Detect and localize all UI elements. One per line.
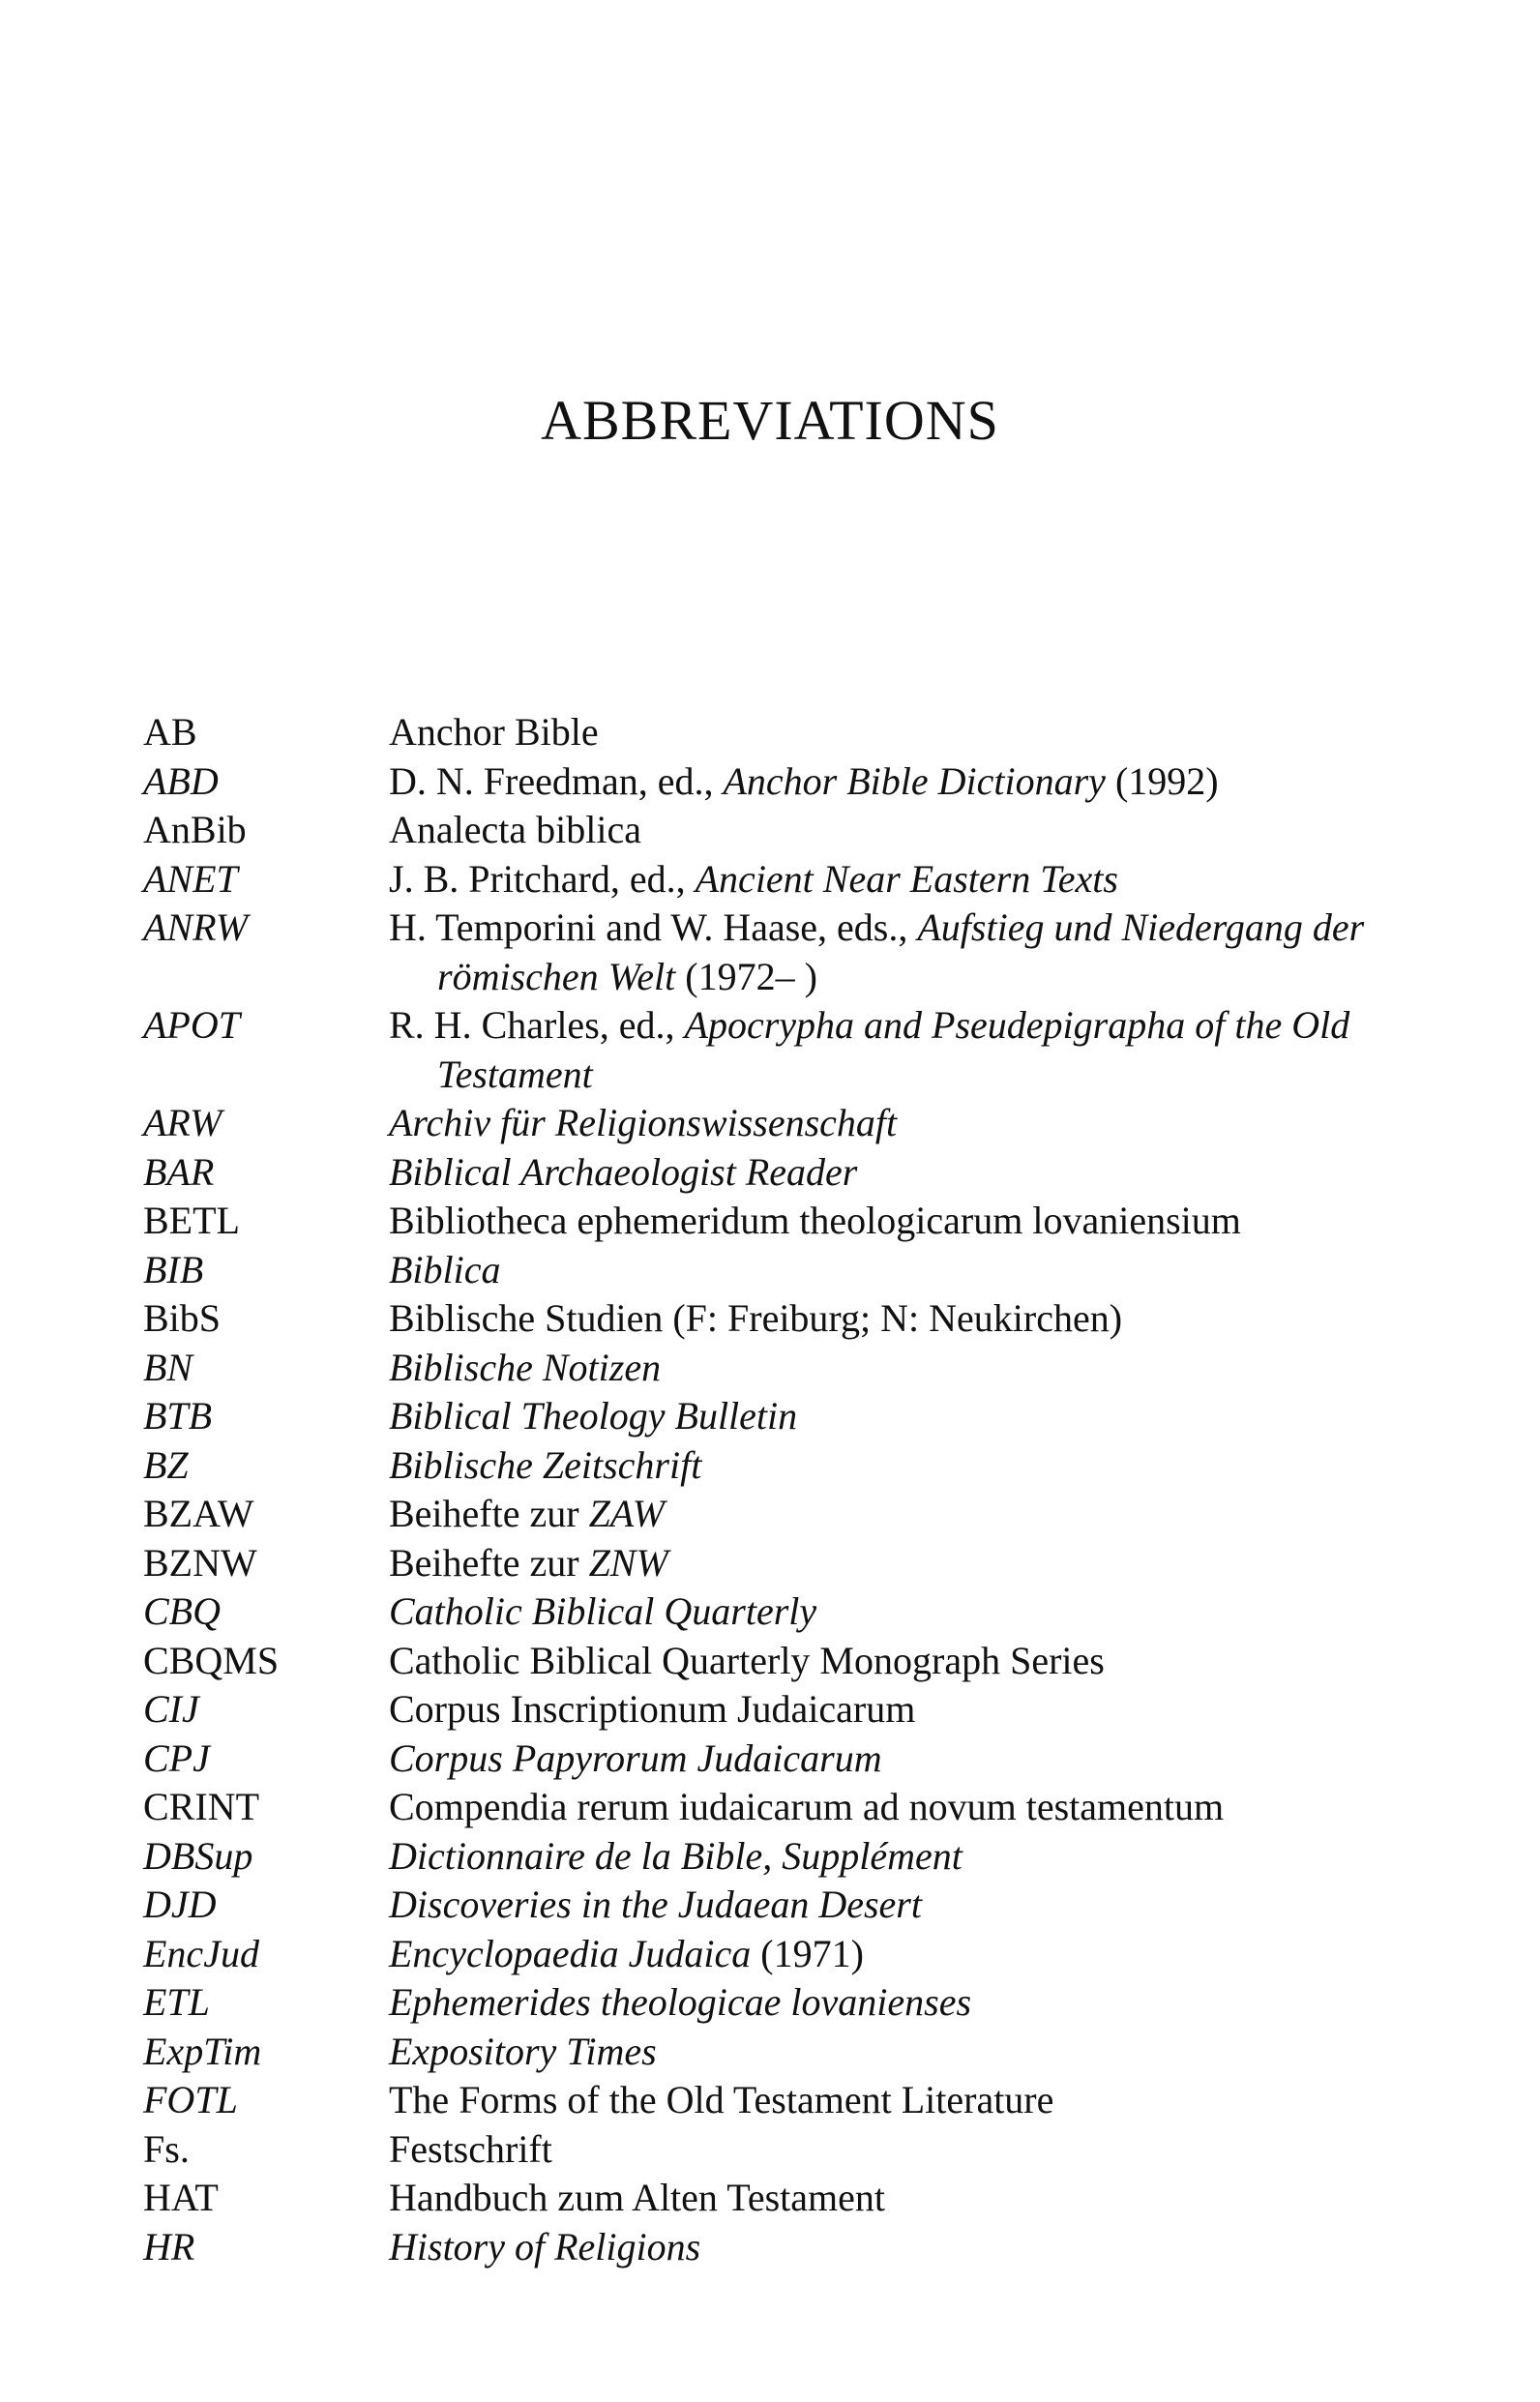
abbreviation-term: HAT — [143, 2176, 219, 2219]
abbreviation-definition — [389, 1246, 1430, 1295]
definition-segment: Aufstieg und Niedergang der römischen Welt — [437, 905, 1365, 998]
definition-segment: Corpus Papyrorum Judaicarum — [389, 1735, 882, 1780]
abbreviation-term: ABD — [143, 758, 219, 803]
definition-segment: Dictionnaire de la Bible, Supplément — [389, 1833, 962, 1878]
page-title: ABBREVIATIONS — [541, 389, 999, 452]
definition-segment: Catholic Biblical Quarterly Monograph Series — [389, 1638, 1105, 1682]
definition-segment: (1972– ) — [675, 954, 817, 998]
definition-segment: D. N. Freedman, ed., — [389, 758, 724, 803]
abbreviation-entry — [143, 1637, 1430, 1686]
abbreviation-term: CBQ — [143, 1589, 221, 1633]
abbreviation-term: BTB — [143, 1394, 213, 1438]
abbreviation-entry — [143, 855, 1430, 904]
abbreviation-definition — [389, 1392, 1430, 1441]
abbreviation-entry — [143, 1392, 1430, 1441]
abbreviation-term: ExpTim — [143, 2029, 262, 2073]
definition-segment: Discoveries in the Judaean Desert — [389, 1883, 922, 1926]
definition-segment: Ancient Near Eastern Texts — [695, 856, 1118, 901]
abbreviation-term: BN — [143, 1345, 193, 1389]
abbreviation-term: DJD — [143, 1883, 217, 1926]
abbreviation-definition — [389, 1832, 1430, 1882]
abbreviation-definition — [389, 1148, 1430, 1198]
abbreviation-term: ANET — [143, 856, 238, 901]
abbreviation-definition — [389, 1735, 1430, 1784]
abbreviation-term: EncJud — [143, 1931, 259, 1975]
definition-segment: Apocrypha and Pseudepigrapha of the Old Testament — [437, 1003, 1350, 1096]
abbreviation-entry — [143, 1001, 1430, 1099]
abbreviation-definition — [389, 1344, 1430, 1393]
abbreviation-term: FOTL — [143, 2078, 238, 2121]
definition-segment: Beihefte zur — [389, 1540, 589, 1585]
abbreviation-definition — [389, 2125, 1430, 2175]
definition-segment: Encyclopaedia Judaica — [389, 1931, 752, 1975]
abbreviation-term: HR — [143, 2224, 195, 2269]
definition-segment: Biblische Zeitschrift — [389, 1442, 702, 1487]
abbreviation-definition — [389, 2223, 1430, 2272]
definition-segment: ZAW — [588, 1492, 666, 1535]
definition-segment: Biblische Studien (F: Freiburg; N: Neukirchen) — [389, 1296, 1123, 1340]
abbreviation-definition — [389, 1197, 1430, 1246]
abbreviation-entry — [143, 1783, 1430, 1832]
abbreviation-entry — [143, 1978, 1430, 2028]
abbreviation-entry — [143, 2125, 1430, 2175]
definition-segment: Archiv für Religionswissenschaft — [389, 1101, 898, 1144]
abbreviation-entry — [143, 806, 1430, 855]
definition-segment: Anchor Bible Dictionary — [723, 758, 1106, 803]
abbreviation-entry — [143, 1539, 1430, 1588]
abbreviation-definition — [389, 1490, 1430, 1539]
abbreviation-definition — [389, 855, 1430, 904]
abbreviation-definition — [389, 1685, 1430, 1735]
definition-segment: Festschrift — [389, 2126, 552, 2171]
abbreviation-definition — [389, 2028, 1430, 2077]
abbreviation-entry — [143, 1441, 1430, 1491]
definition-segment: J. B. Pritchard, ed., — [389, 856, 696, 901]
abbreviation-term: BZNW — [143, 1540, 257, 1585]
definition-segment: ZNW — [588, 1540, 668, 1585]
abbreviation-term: BZ — [143, 1442, 189, 1487]
definition-segment: Bibliotheca ephemeridum theologicarum lovaniensium — [389, 1199, 1241, 1242]
definition-segment: Analecta biblica — [389, 808, 641, 851]
definition-segment: Anchor Bible — [389, 710, 599, 754]
abbreviation-term: CIJ — [143, 1687, 199, 1731]
abbreviation-entry — [143, 1735, 1430, 1784]
abbreviation-definition — [389, 2174, 1430, 2223]
abbreviation-list — [143, 708, 1430, 2271]
definition-segment: The Forms of the Old Testament Literature — [389, 2078, 1054, 2121]
abbreviation-term: ETL — [143, 1980, 210, 2024]
definition-segment: Biblische Notizen — [389, 1345, 662, 1389]
abbreviation-entry — [143, 708, 1430, 757]
definition-segment: Ephemerides theologicae lovanienses — [389, 1980, 972, 2024]
abbreviation-term: CRINT — [143, 1785, 259, 1828]
definition-segment: Compendia rerum iudaicarum ad novum testamentum — [389, 1785, 1225, 1828]
definition-segment: (1971) — [751, 1931, 864, 1975]
abbreviation-definition — [389, 1637, 1430, 1686]
abbreviation-entry — [143, 1685, 1430, 1735]
abbreviation-term: BZAW — [143, 1492, 254, 1535]
abbreviation-entry — [143, 1832, 1430, 1882]
abbreviation-term: ANRW — [143, 905, 249, 949]
abbreviation-term: AnBib — [143, 808, 247, 851]
definition-segment: H. Temporini and W. Haase, eds., — [389, 905, 918, 949]
abbreviation-entry — [143, 1294, 1430, 1344]
abbreviation-definition — [389, 1441, 1430, 1491]
abbreviation-term: Fs. — [143, 2126, 190, 2171]
abbreviation-definition — [389, 1978, 1430, 2028]
definition-segment: Expository Times — [389, 2029, 657, 2073]
abbreviation-definition — [389, 1001, 1430, 1099]
abbreviation-entry — [143, 904, 1430, 1001]
abbreviation-entry — [143, 1099, 1430, 1148]
abbreviation-definition — [389, 1587, 1430, 1637]
abbreviation-definition — [389, 708, 1430, 757]
definition-segment: History of Religions — [389, 2224, 701, 2269]
abbreviation-definition — [389, 1930, 1430, 1979]
abbreviation-entry — [143, 1490, 1430, 1539]
abbreviation-entry — [143, 2174, 1430, 2223]
definition-segment: Biblical Archaeologist Reader — [389, 1149, 858, 1194]
abbreviation-term: CPJ — [143, 1735, 210, 1780]
definition-segment: Handbuch zum Alten Testament — [389, 2176, 886, 2219]
abbreviation-entry — [143, 1148, 1430, 1198]
abbreviation-term: AB — [143, 710, 197, 754]
abbreviation-entry — [143, 1881, 1430, 1930]
abbreviation-entry — [143, 1246, 1430, 1295]
abbreviation-definition — [389, 904, 1430, 1001]
abbreviation-term: DBSup — [143, 1833, 253, 1878]
abbreviation-definition — [389, 1783, 1430, 1832]
abbreviation-term: APOT — [143, 1003, 240, 1047]
abbreviation-entry — [143, 2028, 1430, 2077]
abbreviation-entry — [143, 2223, 1430, 2272]
abbreviation-term: BibS — [143, 1296, 222, 1340]
abbreviation-term: CBQMS — [143, 1638, 280, 1682]
abbreviation-entry — [143, 1930, 1430, 1979]
abbreviation-term: BETL — [143, 1199, 240, 1242]
abbreviation-definition — [389, 2076, 1430, 2125]
abbreviation-term: BIB — [143, 1247, 204, 1291]
abbreviation-definition — [389, 1539, 1430, 1588]
abbreviation-definition — [389, 1099, 1430, 1148]
abbreviation-definition — [389, 757, 1430, 807]
abbreviation-entry — [143, 757, 1430, 807]
definition-segment: Beihefte zur — [389, 1492, 589, 1535]
abbreviation-definition — [389, 806, 1430, 855]
abbreviation-entry — [143, 1197, 1430, 1246]
definition-segment: Biblical Theology Bulletin — [389, 1394, 798, 1438]
abbreviation-entry — [143, 2076, 1430, 2125]
definition-segment: (1992) — [1105, 758, 1219, 803]
abbreviation-entry — [143, 1587, 1430, 1637]
definition-segment: Catholic Biblical Quarterly — [389, 1589, 817, 1633]
abbreviation-definition — [389, 1881, 1430, 1930]
abbreviation-definition — [389, 1294, 1430, 1344]
definition-segment: Corpus Inscriptionum Judaicarum — [389, 1687, 916, 1731]
definition-segment: Biblica — [389, 1247, 501, 1291]
definition-segment: R. H. Charles, ed., — [389, 1003, 685, 1047]
abbreviation-term: ARW — [143, 1101, 222, 1144]
abbreviation-term: BAR — [143, 1149, 215, 1194]
abbreviation-entry — [143, 1344, 1430, 1393]
